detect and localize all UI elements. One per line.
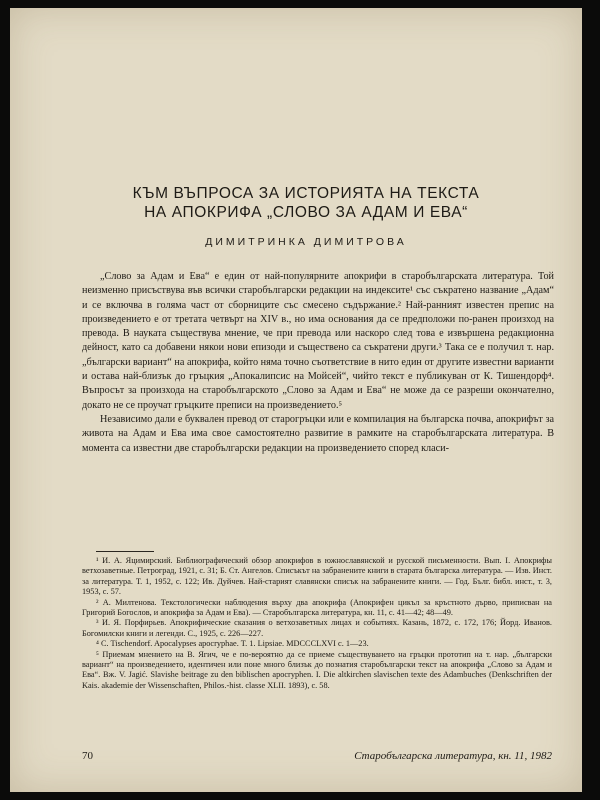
footnotes	[82, 556, 552, 691]
article-header	[70, 184, 542, 248]
article-title-line-1: КЪМ ВЪПРОСА ЗА ИСТОРИЯТА НА ТЕКСТА	[132, 185, 480, 202]
footnote: ² А. Милтенова. Текстологически наблюдения върху два апокрифа (Апокрифен цикъл за кръстното дърво, приписван на Григорий Богослов, и апокрифа за Адам и Ева). — Старобългарска литература, кн. 11, с. 41—42; 48—49.	[82, 597, 552, 618]
footnote: ⁴ C. Tischendorf. Apocalypses apocryphae. T. 1. Lipsiae. MDCCCLXVI с. 1—23.	[96, 639, 369, 649]
footnote-divider	[96, 551, 154, 552]
body-paragraph: „Слово за Адам и Ева“ е един от най-популярните апокрифи в старобългарската литература. Той неизменно присъствува във всички старобългарски редакции на индексите¹ със съкратено название „Адам“ и се включва в голяма част от сборниците със смесено съдържание.² Най-ранният известен препис на произведението е от третата четвърт на XIV в., но има основания да се предположи по-ранен произход на превода. В науката съществува мнение, че при превода или наскоро след това е извършена редакционна дейност, като са добавени някои нови епизоди и съществено са съкратени други.³ Така се е получил т. нар. „български вариант“ на апокрифа, който няма точно съответствие в нито един от другите известни варианти и остава най-близък до гръцкия „Апокалипсис на Мойсей“, чийто текст е публикуван от К. Тишендорф⁴. Въпросът за произхода на старобългарското „Слово за Адам и Ева“ не може да се разреши окончателно, докато не се проучат гръцките преписи на произведението.⁵	[82, 271, 554, 411]
body-paragraph: Независимо дали е буквален превод от старогръцки или е компилация на българска почва, апокрифът за живота на Адам и Ева има свое самостоятелно развитие в рамките на старобългарската литература. В момента са известни две старобългарски редакции на произведението според класи-	[82, 413, 554, 454]
footnote: ³ И. Я. Порфирьев. Апокрифические сказания о ветхозаветных лицах и событиях. Казань, 1872, с. 172, 176; Йорд. Иванов. Богомилски книги и легенди. С., 1925, с. 226—227.	[82, 618, 552, 638]
page-footer	[82, 750, 552, 762]
document-page	[10, 8, 582, 792]
journal-citation: Старобългарска литература, кн. 11, 1982	[354, 750, 552, 762]
author-name: ДИМИТРИНКА ДИМИТРОВА	[205, 236, 407, 248]
article-title-line-2: НА АПОКРИФА „СЛОВО ЗА АДАМ И ЕВА“	[144, 204, 468, 221]
footnote: ⁵ Приемам мнението на В. Ягич, че е по-вероятно да се приеме съществуването на гръцки прототип на т. нар. „български вариант“ на произведението, идентичен или поне много близък до познатия старобългарски текст на апокрифа „Слово за Адам и Ева“. Вж. V. Jagić. Slavishe beitrage zu den biblischen apocryphen. I. Die altkirchen slavischen texte des Adambuches (Denkschriften der Kais. akademie der Wissenschaften, Philos.-hist. classe XLII. 1893), с. 58.	[82, 649, 552, 690]
footnote: ¹ И. А. Яцимирский. Библиографический обзор апокрифов в южнославянской и русской письменности. Вып. I. Апокрифы ветхозаветные. Петроград, 1921, с. 31; Б. Ст. Ангелов. Списъкът на забранените книги в старата българска литература. — Изв. Инст. за литература. Т. 1, 1952, с. 122; Ив. Дуйчев. Най-старият славянски списък на забранените книги. — Год. Бълг. библ. инст., т. 3, 1953, с. 57.	[82, 556, 552, 597]
page-number: 70	[82, 750, 93, 762]
article-body	[82, 270, 554, 456]
